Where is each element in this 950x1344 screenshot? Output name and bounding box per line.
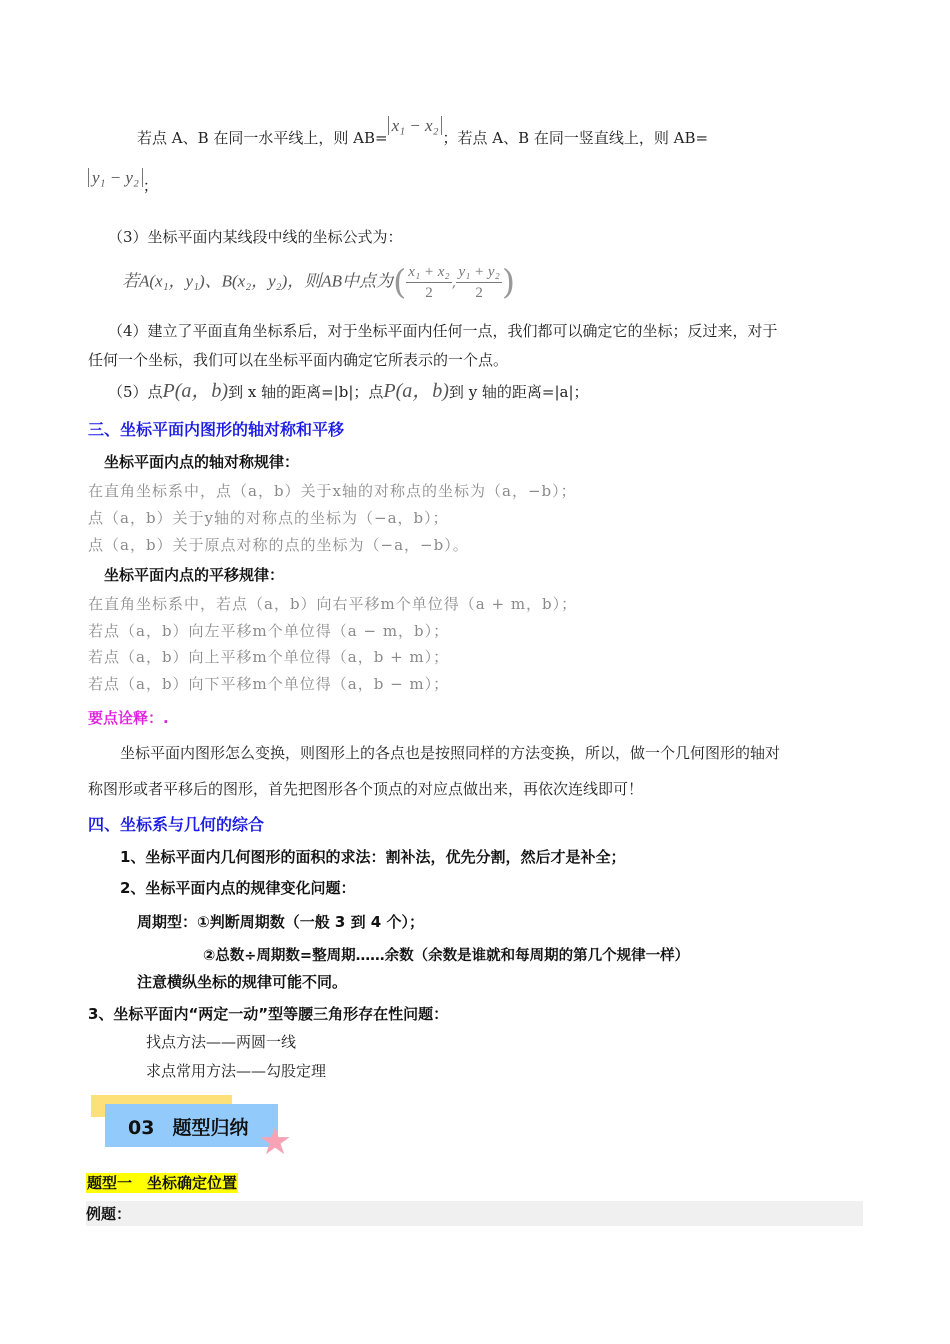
section3-heading: 三、坐标平面内图形的轴对称和平移 [88, 420, 345, 439]
translation-rule: 在直角坐标系中，若点（a，b）向右平移m个单位得（a + m，b）； [88, 595, 578, 613]
line-distance-1: 若点 A、B 在同一水平线上，则 AB=x₁ − x₂；若点 A、B 在同一竖直线上，则 AB= [137, 116, 709, 147]
midpoint-formula: 若A(x₁，y₁)、B(x₂，y₂)，则AB中点为( $\frac{\text{x₁ + x₂}}{2}$ , $\frac{\text{y₁ + y₂}}{2}$ ) [122, 262, 516, 303]
item-2b: ②总数÷周期数=整周期……余数（余数是谁就和每周期的第几个规律一样） [203, 948, 690, 964]
note-text: 坐标平面内图形怎么变换，则图形上的各点也是按照同样的方法变换，所以，做一个几何图形的轴对 [120, 744, 781, 762]
item-3b: 求点常用方法——勾股定理 [146, 1062, 327, 1080]
line-4: （4）建立了平面直角坐标系后，对于坐标平面内任何一点，我们都可以确定它的坐标；反过来，对于 [108, 322, 778, 340]
item-1: 1、坐标平面内几何图形的面积的求法：割补法，优先分割，然后才是补全； [120, 848, 626, 866]
example-label: 例题： [86, 1205, 132, 1223]
section4-heading: 四、坐标系与几何的综合 [88, 815, 265, 834]
translation-rule: 若点（a，b）向上平移m个单位得（a，b + m）； [88, 648, 450, 666]
symmetry-rule: 点（a，b）关于原点对称的点的坐标为（−a，−b）。 [88, 536, 469, 554]
item-3: 3、坐标平面内“两定一动”型等腰三角形存在性问题： [88, 1005, 449, 1023]
item-2: 2、坐标平面内点的规律变化问题： [120, 879, 356, 897]
note-text-cont: 称图形或者平移后的图形，首先把图形各个顶点的对应点做出来，再依次连线即可！ [88, 780, 644, 798]
line-4-cont: 任何一个坐标，我们可以在坐标平面内确定它所表示的一个点。 [88, 351, 509, 369]
item-2c: 注意横纵坐标的规律可能不同。 [137, 973, 348, 991]
line-distance-2: y₁ − y₂ ； [88, 168, 158, 188]
translation-title: 坐标平面内点的平移规律： [104, 566, 285, 584]
star-icon: ★ [258, 1119, 293, 1163]
question-type-heading: 题型一 坐标确定位置 [87, 1174, 238, 1192]
translation-rule: 若点（a，b）向下平移m个单位得（a，b − m）； [88, 675, 450, 693]
note-label: 要点诠释：. [88, 709, 169, 727]
line-5: （5）点P(a，b)到 x 轴的距离=|b|；点P(a，b)到 y 轴的距离=|a|； [108, 380, 589, 402]
item-3a: 找点方法——两圆一线 [146, 1033, 297, 1051]
symmetry-rule: 点（a，b）关于y轴的对称点的坐标为（−a，b）； [88, 509, 449, 527]
symmetry-rule: 在直角坐标系中，点（a，b）关于x轴的对称点的坐标为（a，−b）； [88, 482, 577, 500]
banner-number: 03 [128, 1117, 155, 1139]
line-midpoint-intro: （3）坐标平面内某线段中线的坐标公式为： [108, 228, 403, 246]
symmetry-title: 坐标平面内点的轴对称规律： [104, 453, 300, 471]
example-bar [86, 1201, 863, 1226]
translation-rule: 若点（a，b）向左平移m个单位得（a − m，b）； [88, 622, 450, 640]
banner-title: 题型归纳 [172, 1117, 249, 1139]
item-2a: 周期型：①判断周期数（一般 3 到 4 个）； [137, 913, 424, 931]
